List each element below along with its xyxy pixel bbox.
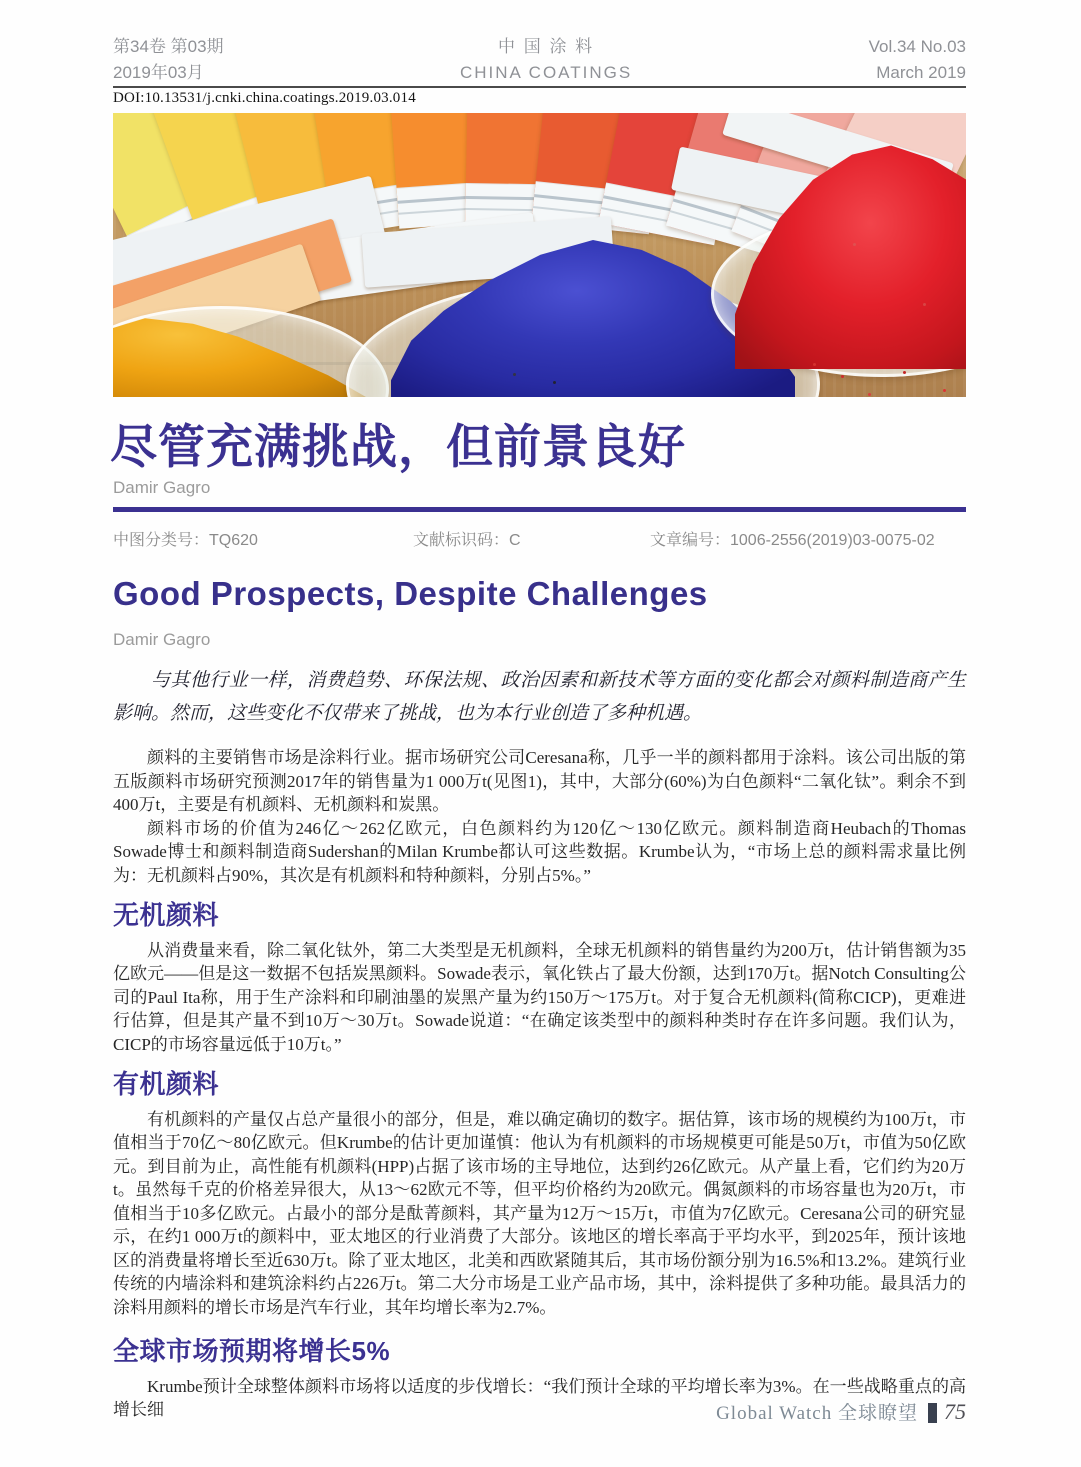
issue-volume-en: Vol.34 No.03 (868, 37, 966, 56)
author-name-en: Damir Gagro (113, 630, 211, 649)
classification-row (113, 527, 966, 549)
section-heading-global-growth: 全球市场预期将增长5% (113, 1336, 391, 1366)
issue-info-cn (113, 34, 224, 86)
article-title-cn: 尽管充满挑战，但前景良好 (110, 420, 686, 473)
section-heading-organic: 有机颜料 (113, 1069, 220, 1099)
section-paragraph: 从消费量来看，除二氧化钛外，第二大类型是无机颜料，全球无机颜料的销售量约为200万t，估计销售额为35亿欧元——但是这一数据不包括炭黑颜料。Sowade表示，氧化铁占了最大份额，达到170万t。据Notch Consulting公司的Paul Ita称，用于生产涂料和印刷油墨的炭黑产量为约150万～175万t。对于复合无机颜料(简称CICP)，更难进行估算，但是其产量不到10万～30万t。Sowade说道：“在确定该类型中的颜料种类时存在许多问题。我们认为，CICP的市场容量远低于10万t。” (113, 940, 966, 1054)
doi-line: DOI:10.13531/j.cnki.china.coatings.2019.03.014 (113, 90, 416, 106)
journal-name-cn: 中 国 涂 料 (498, 37, 595, 56)
section-paragraph: Krumbe预计全球整体颜料市场将以适度的步伐增长：“我们预计全球的平均增长率为3%。在一些战略重点的高增长细 (113, 1376, 966, 1419)
document-code: 文献标识码：C (413, 532, 521, 549)
issue-date-en: March 2019 (876, 63, 966, 82)
section-heading-inorganic: 无机颜料 (113, 900, 220, 930)
footer-bar-icon (928, 1403, 937, 1423)
abstract (113, 664, 966, 730)
page-number: 75 (944, 1399, 966, 1424)
article-body (113, 746, 966, 1422)
section-paragraph: 有机颜料的产量仅占总产量很小的部分，但是，难以确定确切的数字。据估算，该市场的规模约为100万t，市值相当于70亿～80亿欧元。但Krumbe的估计更加谨慎：他认为有机颜料的市场规模更可能是50万t，市值为50亿欧元。到目前为止，高性能有机颜料(HPP)占据了该市场的主导地位，达到约26亿欧元。从产量上看，它们约为20万t。虽然每千克的价格差异很大，从13～62欧元不等，但平均价格约为20欧元。偶氮颜料的市场容量也为20万t，市值相当于10多亿欧元。占最小的部分是酞菁颜料，其产量为12万～15万t，市值为7亿欧元。Ceresana公司的研究显示，在约1 000万t的颜料中，亚太地区的行业消费了大部分。该地区的增长率高于平均水平，到2025年，预计该地区的消费量将增长至近630万t。除了亚太地区，北美和西欧紧随其后，其市场份额分别为16.5%和13.2%。建筑行业传统的内墙涂料和建筑涂料约占226万t。第二大分市场是工业产品市场，其中，涂料提供了多种功能。最具活力的涂料用颜料的增长市场是汽车行业，其年均增长率为2.7%。 (113, 1109, 966, 1317)
article-id: 文章编号：1006-2556(2019)03-0075-02 (650, 532, 935, 549)
pigment-photo (113, 113, 966, 397)
rubric-label: Global Watch 全球瞭望 (716, 1403, 918, 1424)
article-title-en: Good Prospects, Despite Challenges (113, 575, 708, 612)
header-divider (113, 86, 966, 88)
abstract-text: 与其他行业一样，消费趋势、环保法规、政治因素和新技术等方面的变化都会对颜料制造商产生影响。然而，这些变化不仅带来了挑战，也为本行业创造了多种机遇。 (113, 670, 966, 724)
page-header (113, 34, 966, 86)
issue-info-en (869, 34, 966, 86)
issue-volume-cn: 第34卷 第03期 (113, 37, 224, 56)
intro-paragraph: 颜料市场的价值为246亿～262亿欧元，白色颜料约为120亿～130亿欧元。颜料制造商Heubach的Thomas Sowade博士和颜料制造商Sudershan的Milan Krumbe都认可这些数据。Krumbe认为，“市场上总的颜料需求量比例为：无机颜料占90%，其次是有机颜料和特种颜料，分别占5%。” (113, 818, 966, 885)
issue-date-cn: 2019年03月 (113, 63, 204, 82)
pigment-dust-specks (813, 363, 816, 366)
page-footer (113, 1398, 966, 1425)
accent-divider (113, 507, 966, 512)
intro-paragraph: 颜料的主要销售市场是涂料行业。据市场研究公司Ceresana称，几乎一半的颜料都用于涂料。该公司出版的第五版颜料市场研究预测2017年的销售量为1 000万t(见图1)，其中，大部分(60%)为白色颜料“二氧化钛”。剩余不到400万t，主要是有机颜料、无机颜料和炭黑。 (113, 748, 966, 814)
journal-name (460, 34, 632, 86)
journal-name-en: CHINA COATINGS (459, 63, 633, 82)
clc-number: 中图分类号：TQ620 (113, 532, 258, 549)
author-name: Damir Gagro (113, 478, 211, 497)
